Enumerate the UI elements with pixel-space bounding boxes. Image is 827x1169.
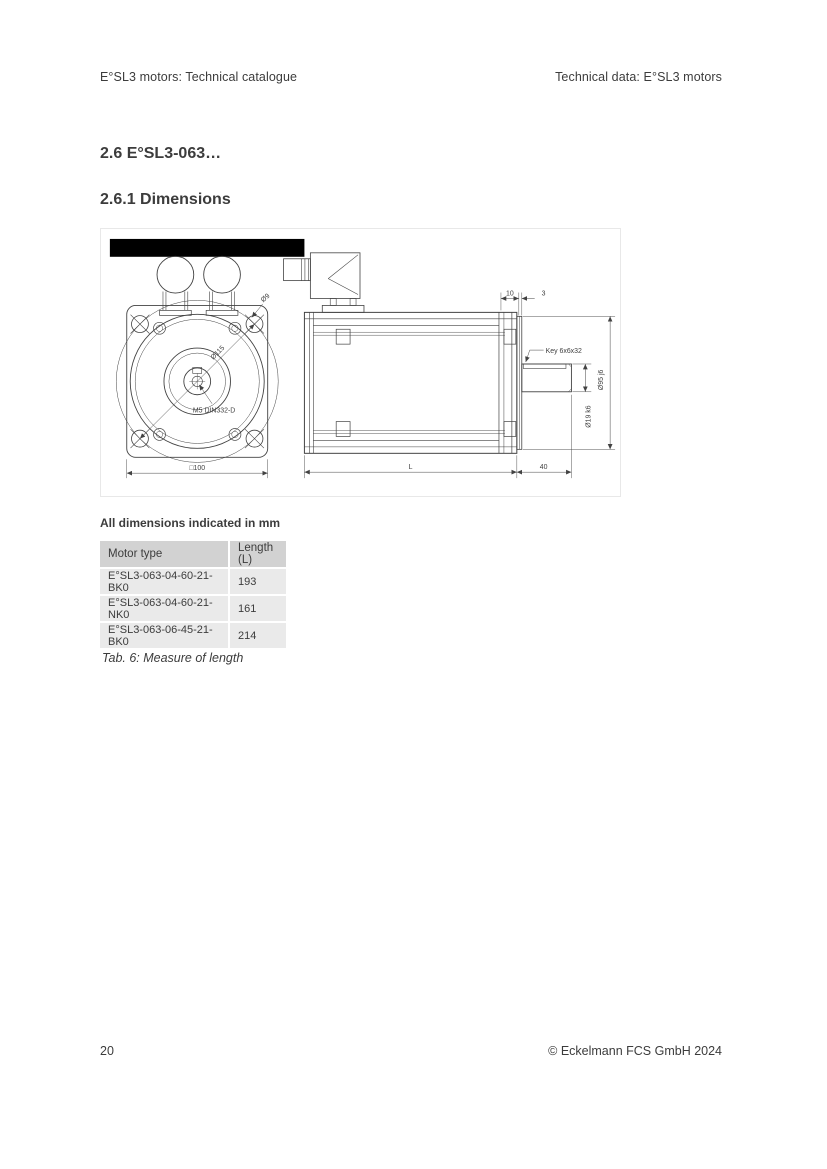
copyright: © Eckelmann FCS GmbH 2024 bbox=[548, 1044, 722, 1058]
motor-type-cell: E°SL3-063-04-60-21-BK0 bbox=[100, 569, 228, 594]
technical-drawing bbox=[100, 228, 621, 497]
front-view bbox=[116, 256, 278, 478]
dim-label-collar-offset: 3 bbox=[541, 290, 546, 298]
length-cell: 161 bbox=[230, 596, 286, 621]
table-caption: Tab. 6: Measure of length bbox=[102, 651, 244, 665]
table-header-row bbox=[100, 541, 286, 567]
connector-elbow bbox=[284, 253, 364, 313]
dim-label-flange-size: □100 bbox=[189, 465, 206, 473]
header-right: Technical data: E°SL3 motors bbox=[555, 70, 722, 84]
dim-label-hole-dia: Ø9 bbox=[259, 292, 272, 304]
dim-label-key: Key 6x6x32 bbox=[545, 348, 582, 356]
subsection-heading: 2.6.1 Dimensions bbox=[100, 191, 231, 208]
motor-type-cell: E°SL3-063-06-45-21-BK0 bbox=[100, 623, 228, 648]
table-header-length: Length (L) bbox=[230, 541, 286, 567]
length-cell: 214 bbox=[230, 623, 286, 648]
dimensions-note: All dimensions indicated in mm bbox=[100, 516, 281, 530]
connector-front-left bbox=[157, 256, 194, 315]
dim-label-shaft-length: 40 bbox=[539, 464, 548, 472]
motor-type-cell: E°SL3-063-04-60-21-NK0 bbox=[100, 596, 228, 621]
length-cell: 193 bbox=[230, 569, 286, 594]
dim-label-shaft-dia: Ø19 k6 bbox=[585, 405, 593, 428]
page-number: 20 bbox=[100, 1044, 114, 1058]
side-view bbox=[284, 253, 616, 478]
dim-label-bolt-circle: Ø115 bbox=[209, 344, 227, 362]
motor-dimension-drawing bbox=[101, 229, 620, 496]
table-row bbox=[100, 623, 286, 648]
dim-label-body-length: L bbox=[408, 464, 413, 472]
table-header-motor-type: Motor type bbox=[100, 541, 228, 567]
section-heading: 2.6 E°SL3-063… bbox=[100, 145, 222, 162]
table-row bbox=[100, 596, 286, 621]
dim-label-flange-thickness: 10 bbox=[506, 290, 514, 298]
table-row bbox=[100, 569, 286, 594]
shaft bbox=[522, 364, 572, 392]
connector-front-right bbox=[204, 256, 241, 315]
shaft-key bbox=[523, 364, 566, 368]
dim-label-center-thread: M5 DIN332-D bbox=[192, 407, 236, 415]
motor-length-table bbox=[100, 541, 286, 650]
header-left: E°SL3 motors: Technical catalogue bbox=[100, 70, 298, 84]
dim-label-pilot-dia: Ø95 j6 bbox=[598, 369, 606, 391]
redaction-bar bbox=[110, 239, 305, 257]
